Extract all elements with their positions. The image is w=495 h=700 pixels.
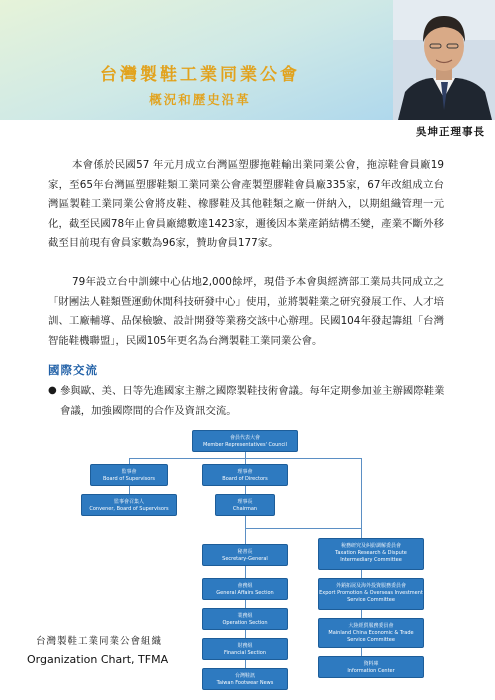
- org-box-supervisors: [90, 464, 168, 486]
- org-box-label-zh: 稅務研究及糾紛調解委員會: [340, 543, 401, 549]
- org-connector: [245, 528, 361, 529]
- org-box-label-zh: 資料庫: [363, 661, 379, 667]
- org-connector: [361, 570, 362, 578]
- org-box-label-en: Board of Supervisors: [102, 476, 155, 482]
- org-connector: [245, 516, 246, 544]
- org-box-label-en: Secretary-General: [222, 556, 268, 562]
- org-box-label-en: Operation Section: [222, 620, 268, 626]
- org-box-label-zh: 大陸經貿服務委員會: [348, 623, 394, 629]
- org-box-label-zh: 監事會召集人: [113, 499, 144, 505]
- intro-paragraph-2: 79年設立台中訓練中心佔地2,000餘坪，現借予本會與經濟部工業局共同成立之「財團法人鞋類暨運動休閒科技研發中心」使用，並將製鞋業之研究發展工作、人才培訓、工廠輔導、品保檢驗、設計開發等業務交該中心辦理。民國104年發起籌組「台灣智能鞋機聯盟」，民國105年更名為台灣製鞋工業同業公會。: [48, 276, 444, 347]
- org-box-label-zh: 外銷拓展及海外投資服務委員會: [335, 583, 406, 589]
- org-box-label-zh: 理事會: [237, 469, 253, 475]
- org-box-chairman: [215, 494, 275, 516]
- org-box-label-zh: 監事會: [121, 469, 137, 475]
- org-box-label-zh: 財務組: [237, 643, 253, 649]
- org-box-label-en: Taiwan Footwear News: [216, 680, 274, 686]
- org-box-label-en: General Affairs Section: [216, 590, 274, 596]
- org-box-label-en: Information Center: [347, 668, 395, 674]
- org-connector: [361, 610, 362, 618]
- portrait-image: [393, 0, 495, 120]
- org-box-directors: [202, 464, 288, 486]
- org-box-label-zh: 會務組: [237, 583, 253, 589]
- bullet-item: [48, 381, 452, 421]
- org-box-label-zh: 理事長: [237, 499, 253, 505]
- org-box-label-en: Board of Directors: [222, 476, 268, 482]
- org-box-label-zh: 會員代表大會: [229, 435, 260, 441]
- org-box-taxation: [318, 538, 424, 570]
- org-box-financial: [202, 638, 288, 660]
- org-connector: [361, 648, 362, 656]
- org-box-members-council: [192, 430, 298, 452]
- org-box-footwear-news: [202, 668, 288, 690]
- org-box-label-en: Member Representatives' Council: [203, 442, 287, 448]
- org-box-label-zh: 秘書長: [237, 549, 253, 555]
- header-banner: [0, 0, 495, 120]
- section-heading-international: 國際交流: [48, 363, 98, 377]
- org-box-label-zh: 台灣鞋訊: [234, 673, 255, 679]
- org-box-label-en: Mainland China Economic & Trade Service Committee: [328, 630, 414, 643]
- org-connector: [245, 486, 246, 494]
- org-box-label-en: Export Promotion & Overseas Investment Service Committee: [319, 590, 423, 603]
- portrait-caption: 吳坤正理事長: [416, 126, 485, 138]
- org-box-label-en: Chairman: [232, 506, 258, 512]
- org-chart-caption-zh: 台灣製鞋工業同業公會組織: [36, 636, 163, 647]
- org-box-label-zh: 業務組: [237, 613, 253, 619]
- org-connector: [361, 458, 362, 466]
- page-title: 台灣製鞋工業同業公會: [100, 65, 300, 85]
- bullet-text: 參與歐、美、日等先進國家主辦之國際製鞋技術會議。每年定期參加並主辦國際鞋業會議，加強國際間的合作及資訊交流。: [60, 385, 445, 417]
- org-box-label-en: Taxation Research & Dispute Intermediary Committee: [335, 550, 407, 563]
- org-box-operation: [202, 608, 288, 630]
- page-subtitle: 概況和歷史沿革: [149, 92, 251, 107]
- org-box-export: [318, 578, 424, 610]
- chairman-portrait: [393, 0, 495, 120]
- org-box-label-en: Convener, Board of Supervisors: [89, 506, 169, 512]
- org-box-info-center: [318, 656, 424, 678]
- org-box-secretary-general: [202, 544, 288, 566]
- org-connector: [129, 486, 130, 494]
- intro-paragraph-1: 本會係於民國57 年元月成立台灣區塑膠拖鞋輸出業同業公會，拖涼鞋會員廠19家，至65年台灣區塑膠鞋類工業同業公會產製塑膠鞋會員廠335家，67年改組成立台灣區製鞋工業同業公會將皮鞋、橡膠鞋及其他鞋類之廠一併納入，以期組織管理一元化，截至民國78年止會員廠總數達1423家，邇後因本業產銷結構丕變，產業不斷外移截至目前現有會員家數為96家，贊助會員177家。: [48, 159, 444, 249]
- org-chart-caption-en: Organization Chart, TFMA: [27, 653, 169, 666]
- org-box-general-affairs: [202, 578, 288, 600]
- bullet-dot-icon: ●: [48, 385, 57, 396]
- org-box-mainland: [318, 618, 424, 648]
- org-box-convener: [81, 494, 177, 516]
- org-box-label-en: Financial Section: [223, 650, 267, 656]
- org-connector: [361, 528, 362, 538]
